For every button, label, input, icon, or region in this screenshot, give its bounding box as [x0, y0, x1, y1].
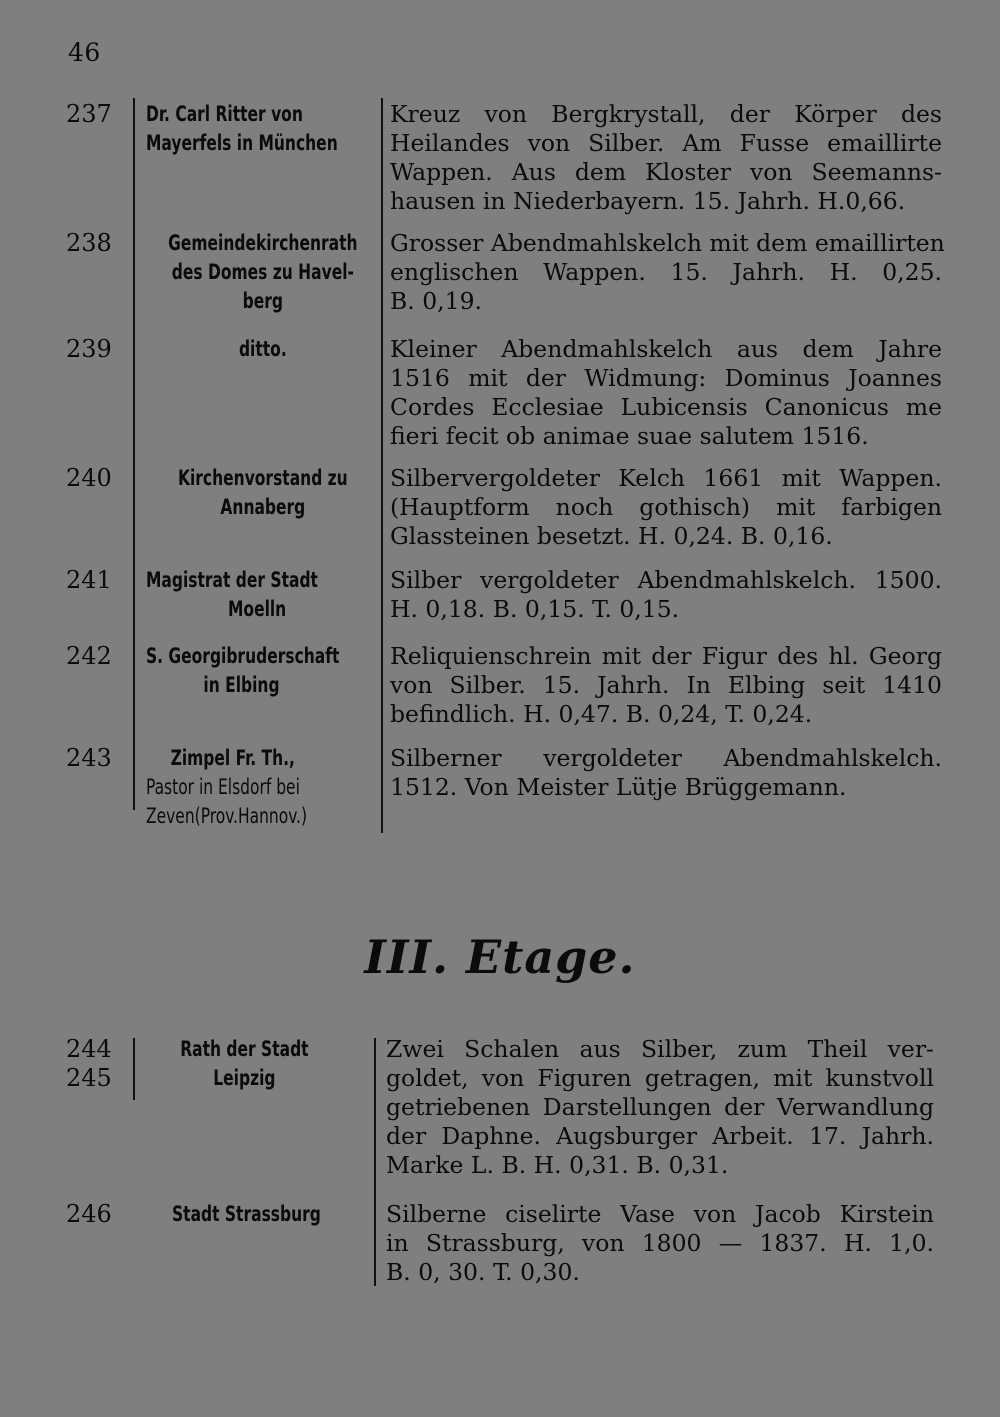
- lender-line: Pastor in Elsdorf bei: [146, 775, 300, 799]
- lender-line: berg: [242, 289, 284, 313]
- lender: [146, 100, 384, 158]
- entry-number: 243: [66, 744, 112, 772]
- entry-number: 241: [66, 566, 112, 594]
- description-line: Reliquienschrein mit der Figur des hl. Georg: [390, 642, 942, 670]
- description-line: Silber vergoldeter Abendmahlskelch. 1500.: [390, 566, 942, 594]
- description-line: Silberner vergoldeter Abendmahlskelch.: [390, 744, 942, 772]
- lender-line: in Elbing: [203, 673, 280, 697]
- entry-number: 246: [66, 1200, 112, 1228]
- lender-line: Magistrat der Stadt: [146, 568, 318, 592]
- description-line: H. 0,18. B. 0,15. T. 0,15.: [390, 595, 680, 623]
- description-line: fieri fecit ob animae suae salutem 1516.: [390, 422, 869, 450]
- description-line: Silberne ciselirte Vase von Jacob Kirstein: [386, 1200, 934, 1228]
- section-heading: III. Etage.: [364, 930, 636, 984]
- description: [390, 566, 942, 624]
- lender: [146, 464, 380, 522]
- entry-number: 242: [66, 642, 112, 670]
- description-line: (Hauptform noch gothisch) mit farbigen: [390, 493, 942, 521]
- page-number: 46: [68, 38, 101, 67]
- description-line: Kreuz von Bergkrystall, der Körper des: [390, 100, 942, 128]
- description: [390, 464, 942, 551]
- lender-line: Annaberg: [220, 495, 306, 519]
- lender: [146, 229, 380, 316]
- description-line: befindlich. H. 0,47. B. 0,24, T. 0,24.: [390, 700, 813, 728]
- description-line: von Silber. 15. Jahrh. In Elbing seit 1410: [390, 671, 942, 699]
- lender: [146, 642, 384, 700]
- description: [390, 335, 942, 451]
- lender-line: Mayerfels in München: [146, 131, 338, 155]
- entry-number: 240: [66, 464, 112, 492]
- description-line: Cordes Ecclesiae Lubicensis Canonicus me: [390, 393, 942, 421]
- lender-line: Gemeindekirchenrath: [168, 231, 358, 255]
- lender-line: Rath der Stadt: [180, 1037, 309, 1061]
- lender: [146, 566, 384, 624]
- lender-line: Kirchenvorstand zu: [177, 466, 348, 490]
- description: [390, 642, 942, 729]
- description: [390, 100, 942, 216]
- lender-line: des Domes zu Havel-: [171, 260, 354, 284]
- description-line: Glassteinen besetzt. H. 0,24. B. 0,16.: [390, 522, 833, 550]
- description-line: in Strassburg, von 1800 — 1837. H. 1,0.: [386, 1229, 934, 1257]
- lender: [146, 335, 380, 364]
- description: [390, 744, 942, 802]
- lender-line: Stadt Strassburg: [172, 1202, 321, 1226]
- description-line: Kleiner Abendmahlskelch aus dem Jahre: [390, 335, 942, 363]
- description-line: hausen in Niederbayern. 15. Jahrh. H.0,66.: [390, 187, 906, 215]
- description-line: Grosser Abendmahlskelch mit dem emaillirten: [390, 229, 945, 257]
- lender: [146, 744, 384, 831]
- description-line: goldet, von Figuren getragen, mit kunstvoll: [386, 1064, 934, 1092]
- description-line: B. 0, 30. T. 0,30.: [386, 1258, 580, 1286]
- lender: [172, 1200, 410, 1229]
- description: [390, 229, 945, 316]
- description-line: Zwei Schalen aus Silber, zum Theil ver-: [386, 1035, 934, 1063]
- description-line: Heilandes von Silber. Am Fusse emaillirte: [390, 129, 942, 157]
- column-rule-right: [374, 1038, 376, 1286]
- description-line: 1516 mit der Widmung: Dominus Joannes: [390, 364, 942, 392]
- description-line: der Daphne. Augsburger Arbeit. 17. Jahrh.: [386, 1122, 934, 1150]
- description-line: Silbervergoldeter Kelch 1661 mit Wappen.: [390, 464, 942, 492]
- description-line: englischen Wappen. 15. Jahrh. H. 0,25.: [390, 258, 942, 286]
- entry-number: 239: [66, 335, 112, 363]
- lender-line: Moelln: [228, 597, 287, 621]
- description-line: B. 0,19.: [390, 287, 483, 315]
- lender-line: Zimpel Fr. Th.,: [170, 746, 295, 770]
- entry-number: 244 245: [66, 1035, 112, 1092]
- description: [386, 1035, 934, 1180]
- entry-number: 238: [66, 229, 112, 257]
- description-line: Wappen. Aus dem Kloster von Seemanns-: [390, 158, 942, 186]
- column-rule-right: [381, 98, 383, 833]
- lender-line: ditto.: [238, 337, 287, 361]
- lender: [146, 1035, 343, 1093]
- description-line: Marke L. B. H. 0,31. B. 0,31.: [386, 1151, 729, 1179]
- entry-number: 237: [66, 100, 112, 128]
- lender-line: S. Georgibruderschaft: [146, 644, 340, 668]
- column-rule-left: [133, 98, 135, 810]
- description: [386, 1200, 934, 1287]
- description-line: getriebenen Darstellungen der Verwandlung: [386, 1093, 934, 1121]
- lender-line: Zeven(Prov.Hannov.): [146, 804, 308, 828]
- lender-line: Leipzig: [213, 1066, 276, 1090]
- description-line: 1512. Von Meister Lütje Brüggemann.: [390, 773, 847, 801]
- lender-line: Dr. Carl Ritter von: [146, 102, 303, 126]
- column-rule-left: [133, 1038, 135, 1100]
